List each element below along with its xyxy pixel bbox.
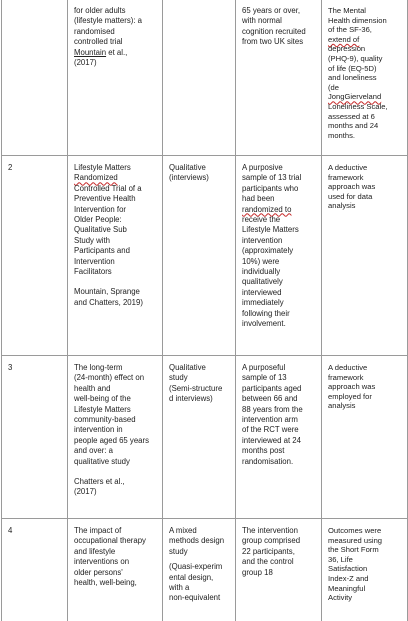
citation: Chatters et al., xyxy=(74,477,125,487)
study-number-cell xyxy=(2,0,68,156)
table-row xyxy=(2,519,408,621)
literature-review-table xyxy=(1,0,408,621)
table-row xyxy=(2,0,408,156)
design-cell: Qualitative study (Semi-structure d interviews) xyxy=(163,356,236,519)
design-cell: A mixed methods design study (Quasi-experim ental design, with a non-equivalent xyxy=(163,519,236,621)
analysis-cell: A deductive framework approach was used for data analysis xyxy=(322,156,408,356)
sample-cell: A purposive sample of 13 trial participants who had been randomized to receive the Lifestyle Matters intervention (approximately 10%) were individually qualitatively interviewed immediately following their involvement. xyxy=(236,156,322,356)
sample-cell: The intervention group comprised 22 participants, and the control group 18 xyxy=(236,519,322,621)
study-title-cell: The impact of occupational therapy and lifestyle interventions on older persons' health, well-being, xyxy=(68,519,163,621)
study-title-cell: Lifestyle Matters Randomized Controlled Trial of a Preventive Health Intervention for Older People: Qualitative Sub Study with Participants and Intervention Facilitators Mountain, Sprange and Chatters, 2019) xyxy=(68,156,163,356)
study-number-cell: 4 xyxy=(2,519,68,621)
study-number-cell: 2 xyxy=(2,156,68,356)
citation: Mountain et al., xyxy=(74,47,128,57)
study-title-cell: for older adults (lifestyle matters): a randomised controlled trial Mountain et al., (2017) xyxy=(68,0,163,156)
analysis-cell: The Mental Health dimension of the SF-36, extend of depression (PHQ-9), quality of life (EQ-5D) and loneliness (de JongGierveland Loneliness Scale, assessed at 6 months and 24 months. xyxy=(322,0,408,156)
analysis-cell: Outcomes were measured using the Short Form 36, Life Satisfaction Index-Z and Meaningful Activity xyxy=(322,519,408,621)
design-cell xyxy=(163,0,236,156)
citation: Mountain, Sprange xyxy=(74,287,140,297)
study-number-cell: 3 xyxy=(2,356,68,519)
table-row xyxy=(2,156,408,356)
sample-cell: 65 years or over, with normal cognition recruited from two UK sites xyxy=(236,0,322,156)
design-cell: Qualitative (interviews) xyxy=(163,156,236,356)
sample-cell: A purposeful sample of 13 participants aged between 66 and 88 years from the intervention arm of the RCT were interviewed at 24 months post randomisation. xyxy=(236,356,322,519)
table-row xyxy=(2,356,408,519)
study-title-cell: The long-term (24-month) effect on health and well-being of the Lifestyle Matters community-based intervention in people aged 65 years and over: a qualitative study Chatters et al., (2017) xyxy=(68,356,163,519)
analysis-cell: A deductive framework approach was employed for analysis xyxy=(322,356,408,519)
